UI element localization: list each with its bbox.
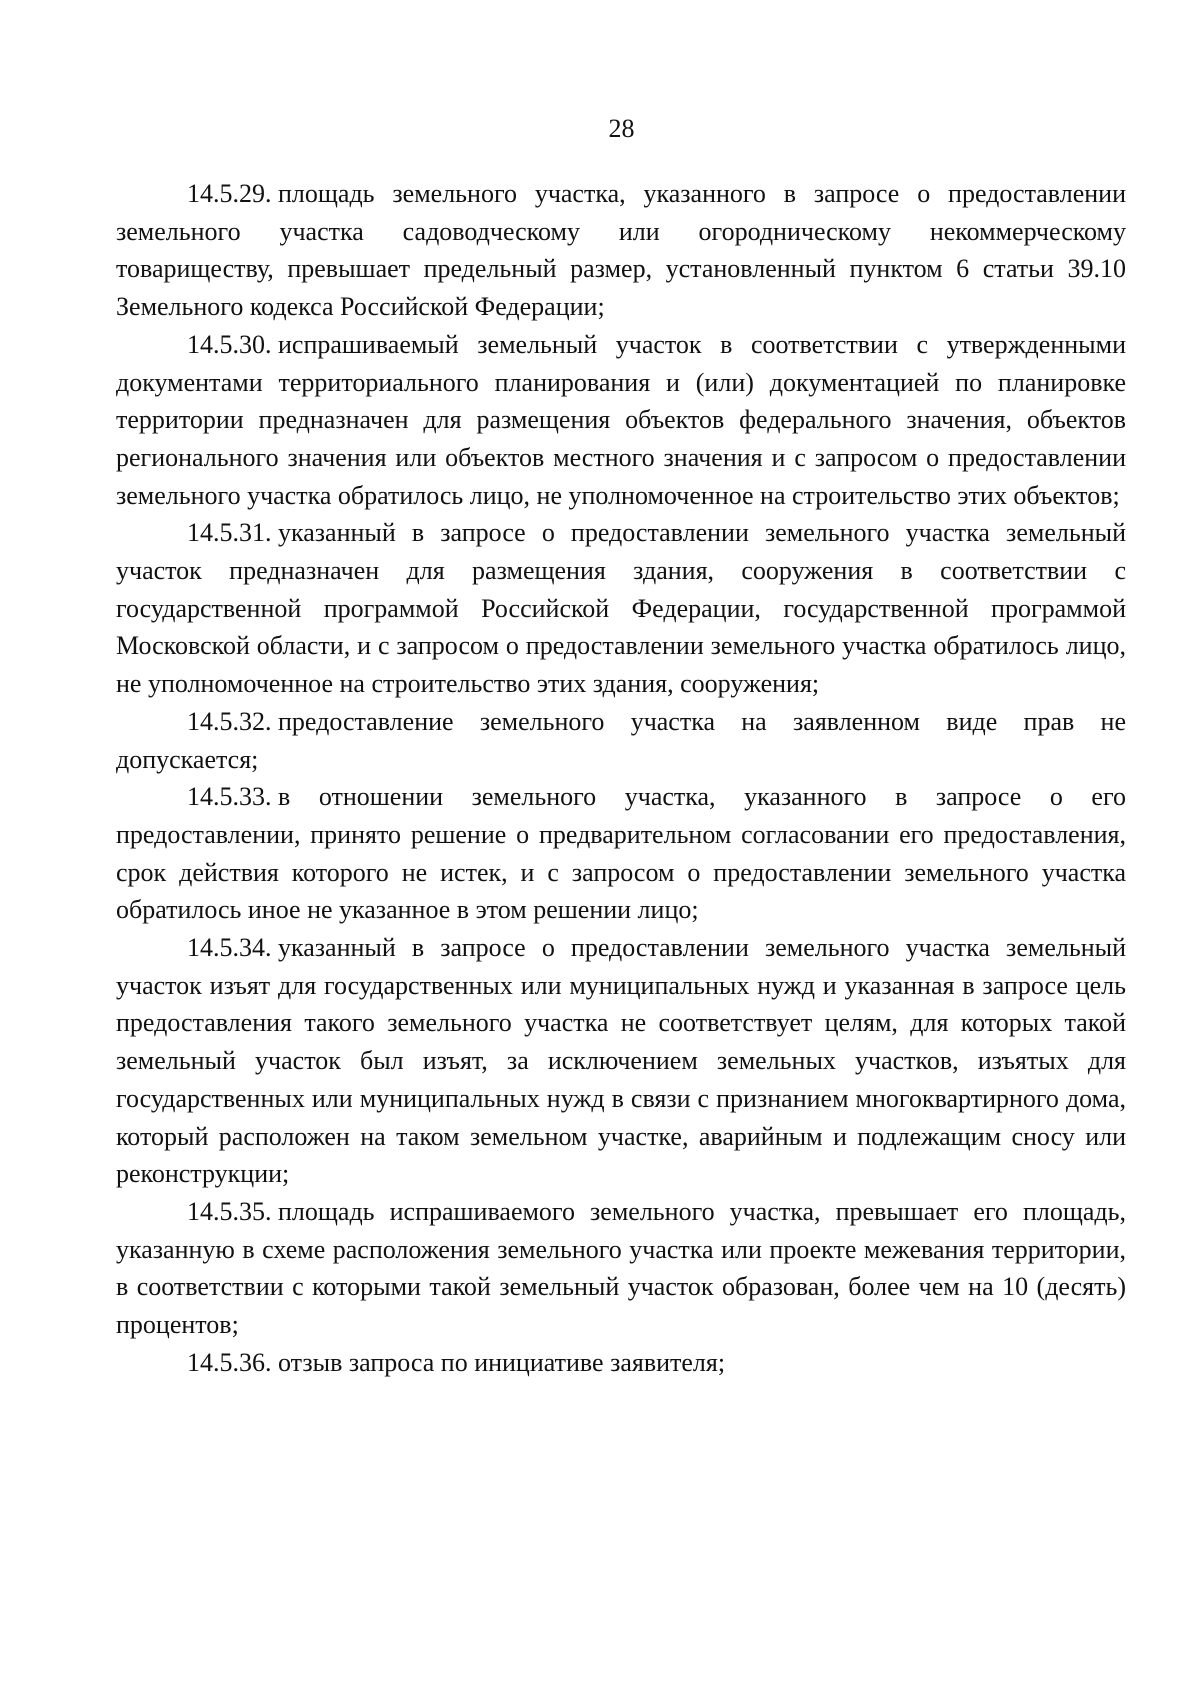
clause-14-5-29 — [116, 175, 1126, 326]
clause-number: 14.5.29. — [187, 179, 272, 208]
clause-number: 14.5.33. — [187, 782, 272, 812]
clause-number: 14.5.34. — [187, 933, 272, 963]
clause-number: 14.5.36. — [187, 1347, 272, 1377]
clause-14-5-36 — [116, 1344, 1126, 1382]
clause-text: площадь земельного участка, указанного в запросе о предоставлении земельного участка садоводческому или огородническому некоммерческому товариществу, превышает предельный размер, установленный пунктом 6 статьи 39.10 Земельного кодекса Российской Федерации; — [116, 179, 1126, 322]
clause-14-5-35 — [116, 1193, 1126, 1344]
clause-14-5-33 — [116, 778, 1126, 929]
clause-text: указанный в запросе о предоставлении земельного участка земельный участок изъят для государственных или муниципальных нужд и указанная в запросе цель предоставления такого земельного участка не соответствует целям, для которых такой земельный участок был изъят, за исключением земельных участков, изъятых для государственных или муниципальных нужд в связи с признанием многоквартирного дома, который расположен на таком земельном участке, аварийным и подлежащим сносу или реконструкции; — [116, 933, 1126, 1189]
clause-text: предоставление земельного участка на заявленном виде прав не допускается; — [116, 706, 1126, 774]
clause-text: площадь испрашиваемого земельного участка, превышает его площадь, указанную в схеме расположения земельного участка или проекте межевания территории, в соответствии с которыми такой земельный участок образован, более чем на 10 (десять) процентов; — [116, 1196, 1126, 1340]
clause-14-5-31 — [116, 514, 1126, 703]
clause-number: 14.5.35. — [187, 1196, 272, 1226]
clause-14-5-30 — [116, 326, 1126, 515]
clause-number: 14.5.32. — [187, 706, 272, 736]
clause-text: в отношении земельного участка, указанного в запросе о его предоставлении, принято решение о предварительном согласовании его предоставления, срок действия которого не истек, и с запросом о предоставлении земельного участка обратилось иное не указанное в этом решении лицо; — [116, 782, 1126, 925]
clause-14-5-34 — [116, 929, 1126, 1193]
clause-number: 14.5.30. — [187, 329, 272, 359]
document-body — [116, 175, 1126, 1382]
clause-text: указанный в запросе о предоставлении земельного участка земельный участок предназначен для размещения здания, сооружения в соответствии с государственной программой Российской Федерации, государственной программой Московской области, и с запросом о предоставлении земельного участка обратилось лицо, не уполномоченное на строительство этих здания, сооружения; — [116, 518, 1126, 699]
clause-text: испрашиваемый земельный участок в соответствии с утвержденными документами территориального планирования и (или) документацией по планировке территории предназначен для размещения объектов федерального значения, объектов регионального значения или объектов местного значения и с запросом о предоставлении земельного участка обратилось лицо, не уполномоченное на строительство этих объектов; — [116, 329, 1126, 510]
clause-14-5-32 — [116, 703, 1126, 778]
clause-number: 14.5.31. — [187, 518, 272, 548]
clause-text: отзыв запроса по инициативе заявителя; — [278, 1347, 726, 1377]
page-number: 28 — [608, 114, 635, 143]
